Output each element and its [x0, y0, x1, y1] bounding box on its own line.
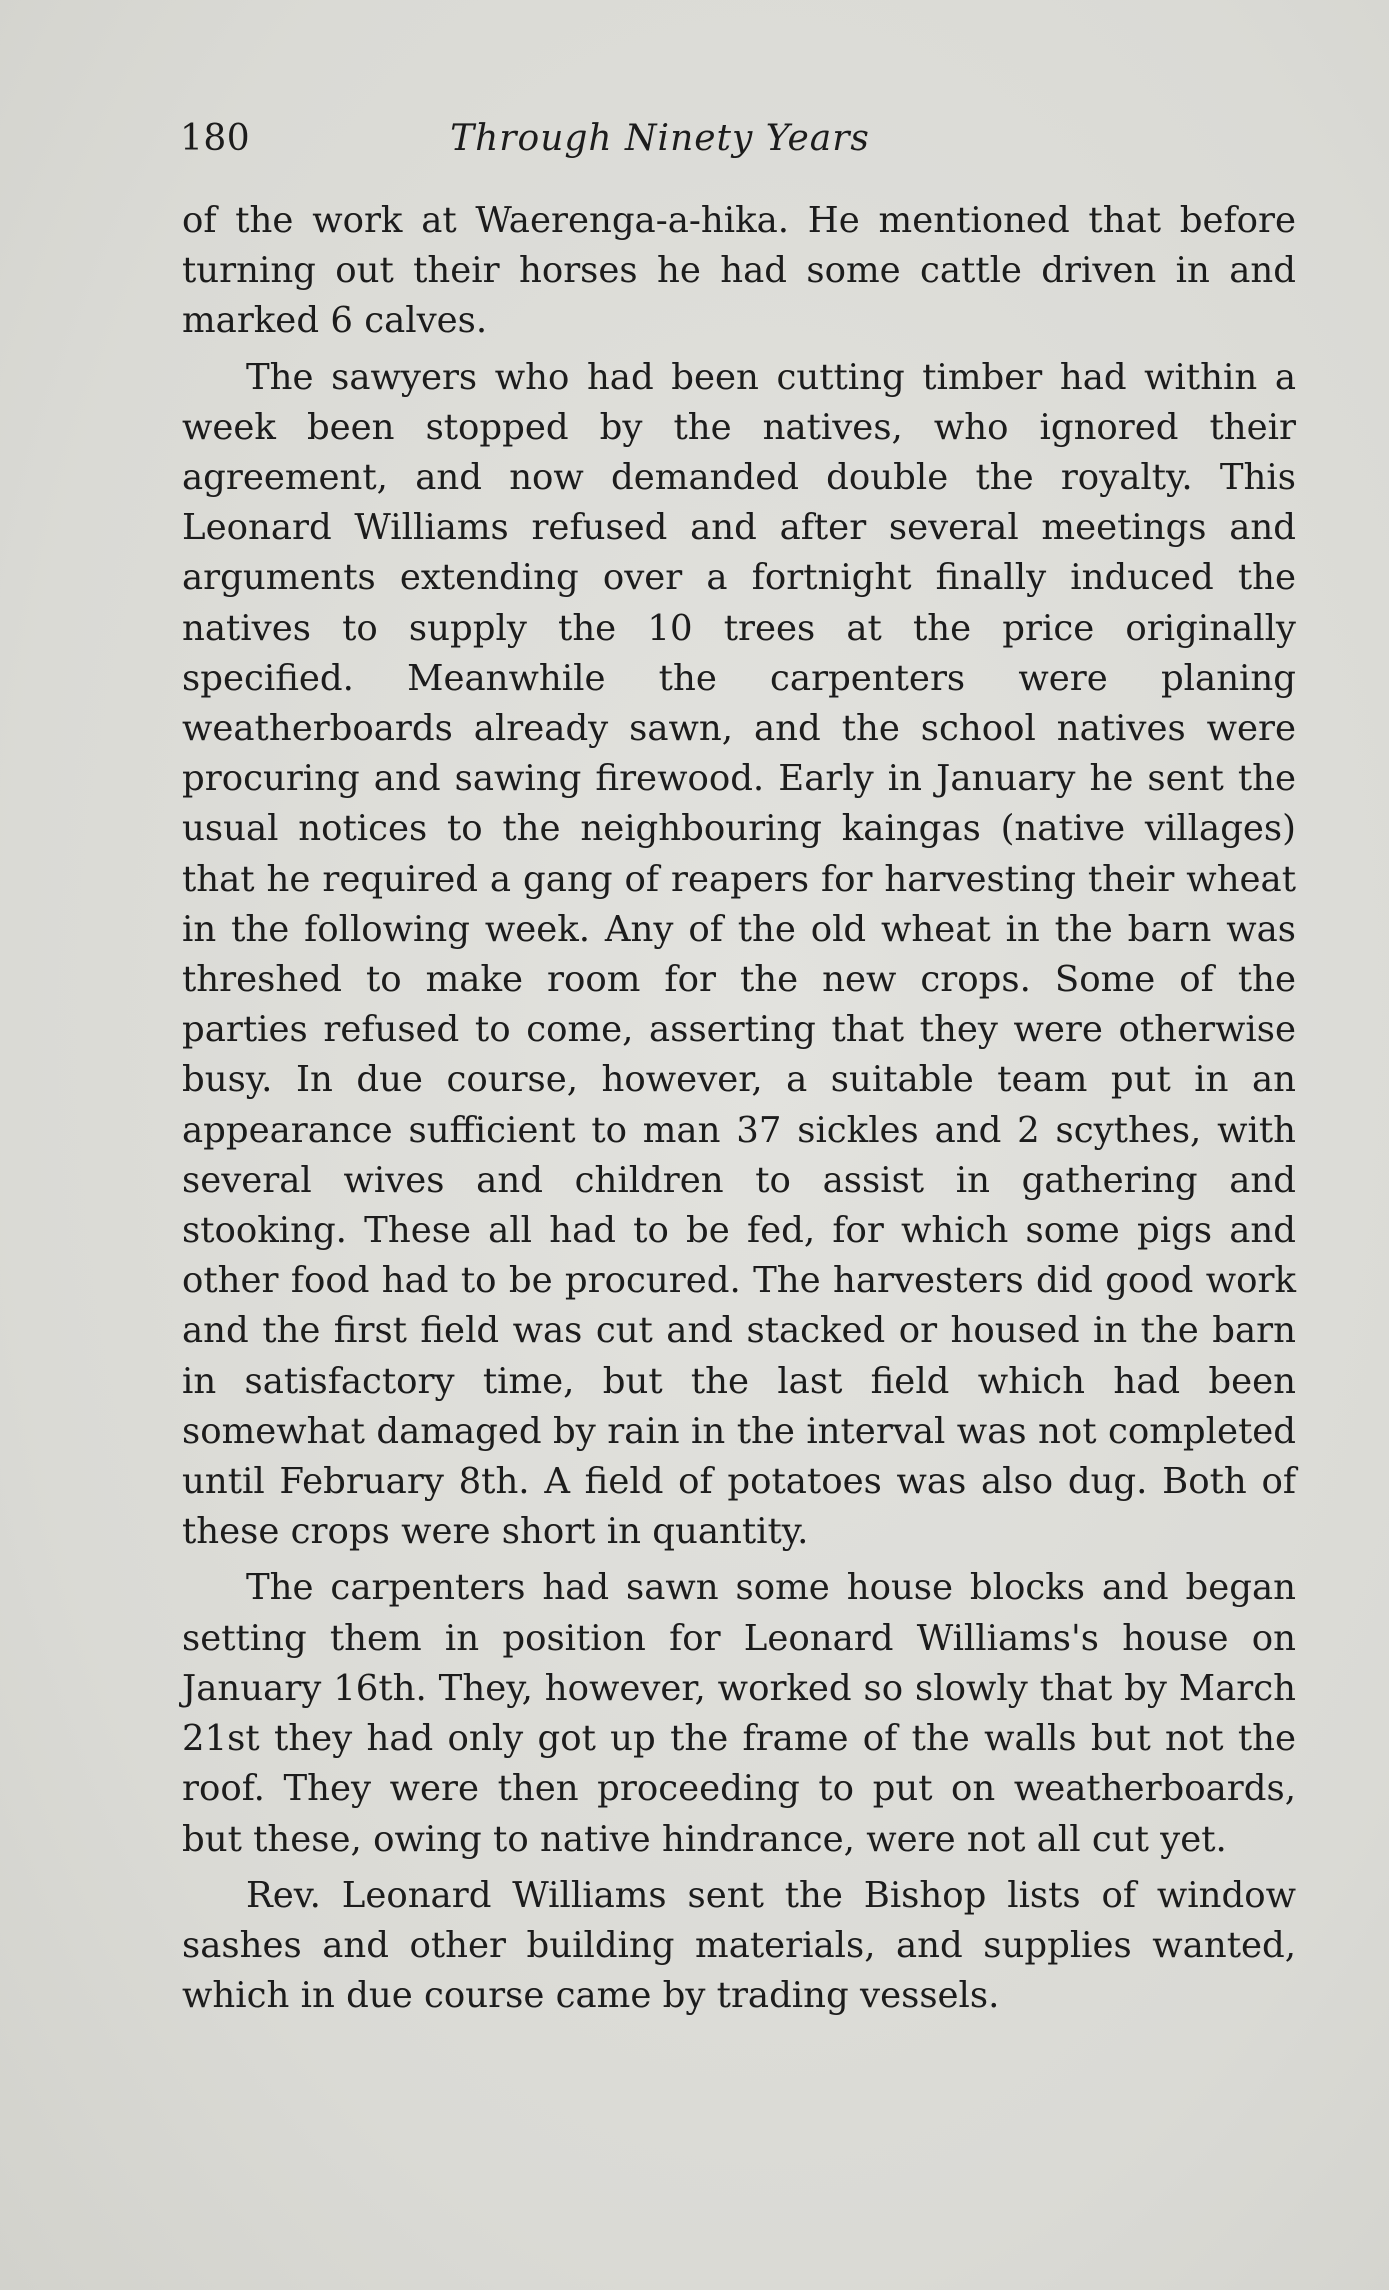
- paragraph-sawyers: The sawyers who had been cutting timber had within a week been stopped by the natives, who ignored their agreement, and now demanded double the royalty. This Leonard Williams refused and after several meetings and arguments extending over a fortnight finally induced the natives to supply the 10 trees at the price originally specified. Meanwhile the carpenters were planing weatherboards already sawn, and the school natives were procuring and sawing firewood. Early in January he sent the usual notices to the neighbouring kaingas (native villages) that he required a gang of reapers for harvesting their wheat in the following week. Any of the old wheat in the barn was threshed to make room for the new crops. Some of the parties refused to come, asserting that they were otherwise busy. In due course, however, a suitable team put in an appearance sufficient to man 37 sickles and 2 scythes, with several wives and children to assist in gathering and stooking. These all had to be fed, for which some pigs and other food had to be procured. The harvesters did good work and the first field was cut and stacked or housed in the barn in satisfactory time, but the last field which had been somewhat damaged by rain in the interval was not completed until February 8th. A field of potatoes was also dug. Both of these crops were short in quantity.: [182, 356, 1296, 1553]
- page-number: 180: [180, 118, 251, 159]
- page-header: [180, 118, 1300, 168]
- paragraph-building-materials: Rev. Leonard Williams sent the Bishop lists of window sashes and other building materials, and supplies wanted, which in due course came by trading vessels.: [182, 1874, 1296, 2017]
- paragraph-continuation: of the work at Waerenga-a-hika. He mentioned that before turning out their horses he had some cattle driven in and marked 6 calves.: [182, 200, 1296, 342]
- body-text: [182, 196, 1296, 2021]
- paragraph-carpenters: The carpenters had sawn some house blocks and began setting them in position for Leonard Williams's house on January 16th. They, however, worked so slowly that by March 21st they had only got up the frame of the walls but not the roof. They were then proceeding to put on weatherboards, but these, owing to native hindrance, were not all cut yet.: [182, 1567, 1296, 1860]
- running-title: Through Ninety Years: [450, 118, 870, 159]
